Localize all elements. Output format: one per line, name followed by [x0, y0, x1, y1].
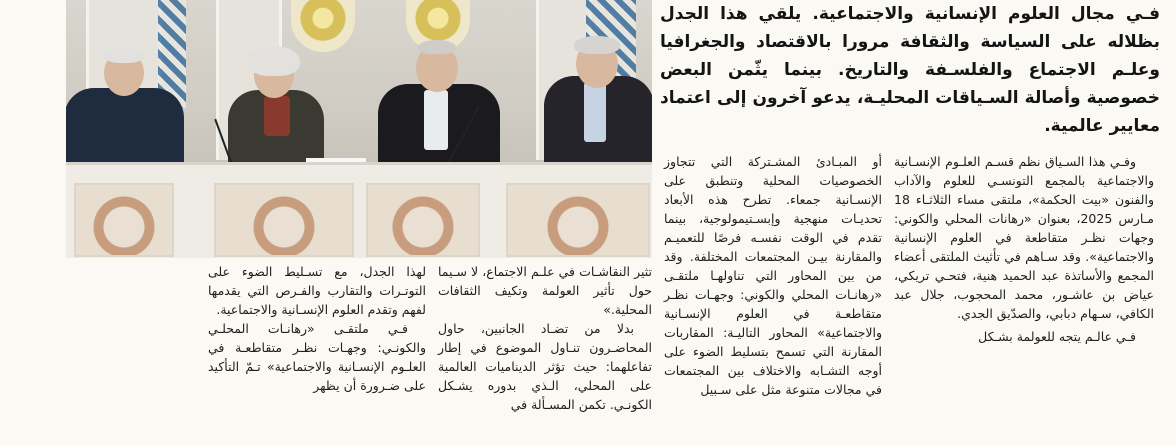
article-column-4	[208, 262, 426, 395]
lead-text: فـي مجال العلوم الإنسانية والاجتماعية. يلقي هذا الجدل بظلاله على السياسة والثقافة مرورا بالاقتصاد والجغرافيا وعلـم الاجتماع والفلسـفة والتاريخ. بينما يثّمن البعض خصوصية وأصالة السـياقات المحليـة، يدعو آخرون إلى اعتماد معايير عالمية.	[660, 4, 1160, 136]
column-paragraph: تثير النقاشـات في علـم الاجتماع، لا سـيما حول تأثير العولمة وتكيف الثقافات المحلية.»	[438, 264, 652, 317]
column-paragraph: بدلا من تضـاد الجانبين، حاول المحاضـرون تنـاول الموضوع في إطار تفاعلهما: حيث تؤثر الديناميات العالمية على المحلي، الـذي بدوره يشـكل الكونـي. تكمن المسـألة في	[438, 321, 652, 412]
column-paragraph: فـي عالـم يتجه للعولمة بشـكل	[978, 329, 1136, 344]
article-column-3	[438, 262, 652, 414]
gold-medallion	[291, 0, 355, 52]
column-paragraph: أو المبـادئ المشـتركة التي تتجاوز الخصوصيات المحلية وتنطبق على الإنسـانية جمعاء. تطرح هذه الأبعاد تحديـات منهجية وإبسـتيمولوجية، بينما تقدم في الوقت نفسـه فرصًا للتعميـم والمقارنة بيـن المجتمعات المختلفة. وقد من بين المحاور التي تناولهـا ملتقـى «رهانـات المحلي والكوني: وجهـات نظـر متقاطعـة في العلوم الإنسـانية والاجتماعية» المحاور التاليـة: المقاربات المقارنة التي تسمح بتسليط الضوء على أوجه التشـابه والاختلاف بين المجتمعات في مجالات متنوعة مثل على سـبيل	[664, 154, 882, 397]
article-column-1	[894, 152, 1154, 346]
column-paragraph: وفـي هذا السـياق نظم قسـم العلـوم الإنسـانية والاجتماعية بالمجمع التونسـي للعلوم والآداب والفنون «بيت الحكمة»، ملتقى مساء الثلاثـاء 18 مـارس 2025، بعنوان «رهانات المحلي والكوني: وجهات نظـر متقاطعة في العلوم الإنسانية والاجتماعية». وقد سـاهم في تأثيث الملتقى أعضاء المجمع والأساتذة عبد الحميد هنية، فتحـي تريكي، عياض بن عاشـور، محمد المحجوب، جلال عبد الكافي، سـهام دبابي، والصدّيق الجدي.	[894, 154, 1154, 321]
lead-paragraph	[660, 0, 1160, 142]
table-ornament	[506, 183, 650, 257]
table-ornament	[74, 183, 174, 257]
article-column-2	[664, 152, 882, 399]
table-ornament	[214, 183, 354, 257]
conference-panel-photo	[66, 0, 652, 258]
table-ornament	[366, 183, 480, 257]
column-paragraph: لهذا الجدل، مع تسـليط الضوء على التوتـرات والتقارب والفـرص التي يقدمها لفهم وتقدم العلوم الإنسـانية والاجتماعية.	[208, 264, 426, 317]
conference-table	[66, 162, 652, 258]
column-paragraph: فـي ملتقـى «رهانـات المحلـي والكونـي: وجهـات نظـر متقاطعـة في العلـوم الإنسـانية والاجتماعية» تـمّ التأكيد على ضـرورة أن يظهر	[208, 321, 426, 393]
